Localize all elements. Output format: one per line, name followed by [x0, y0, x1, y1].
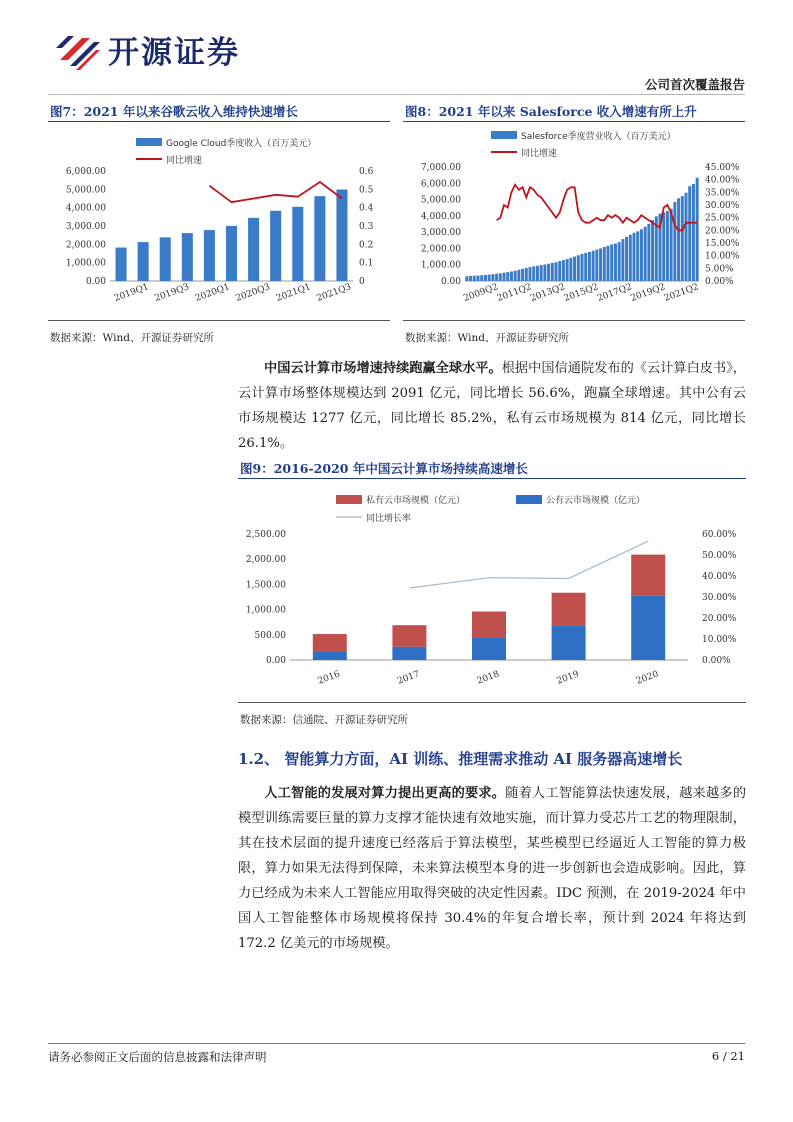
bar-36: [599, 248, 602, 281]
figure9-bottom-rule: [238, 702, 746, 703]
bar-35: [595, 250, 598, 281]
legend-label-private: 私有云市场规模（亿元）: [366, 496, 466, 506]
y-right-tick-label: 0.00%: [702, 656, 731, 666]
bar-46: [636, 231, 639, 281]
bar-44: [629, 235, 632, 281]
bar-6: [248, 218, 259, 281]
x-tick-label: 2021Q1: [274, 282, 313, 304]
bar-22: [547, 264, 550, 281]
y-left-tick-label: 0.00: [440, 277, 461, 287]
y-left-tick-label: 3,000.00: [420, 228, 461, 239]
paragraph-ai-compute-body: 随着人工智能算法快速发展，越来越多的模型训练需要巨量的算力支撑才能快速有效地实施，而计算力受芯片工艺的物理限制，其在技术层面的提升速度已经落后于算法模型，某些模型已经逼近人工智能的算力极限，算力如果无法得到保障，未来算法模型本身的进一步创新也会造成影响。因此，算力已经成为未来人工智能应用取得突破的决定性因素。IDC 预测，在 2019-2024 年中国人工智能整体市场规模将保持 30.4%的年复合增长率，预计到 2024 年将达到 172.2 亿美元的市场规模。: [238, 786, 747, 951]
bar-8: [495, 274, 498, 281]
bar-9: [314, 196, 325, 281]
figure8-title-rule: [403, 121, 745, 122]
bar-14: [517, 270, 520, 281]
bar-10: [336, 190, 347, 281]
figure9-source: 数据来源：信通院、开源证券研究所: [240, 714, 408, 726]
bar-21: [543, 265, 546, 281]
legend-swatch-bars: [491, 131, 517, 139]
legend-label-growth: 同比增长率: [366, 514, 412, 524]
y-right-tick-label: 50.00%: [702, 551, 737, 561]
legend-label-line: 同比增速: [521, 149, 558, 159]
y-left-tick-label: 500.00: [254, 630, 286, 641]
bar-15: [521, 269, 524, 281]
paragraph-cloud-market-lead: 中国云计算市场增速持续跑赢全球水平。: [264, 361, 502, 376]
bar-4: [480, 275, 483, 281]
bar-12: [510, 271, 513, 281]
bar-1: [469, 276, 472, 281]
x-tick-label: 2018: [475, 669, 501, 687]
x-tick-label: 2020Q3: [234, 282, 272, 304]
legend-swatch-private: [336, 495, 362, 504]
y-left-tick-label: 1,000.00: [245, 605, 286, 616]
bar-private-2019: [552, 593, 586, 626]
legend-label-bars: Google Cloud季度收入（百万美元）: [166, 139, 317, 149]
page-number: 6 / 21: [711, 1049, 745, 1063]
bar-29: [573, 257, 576, 281]
bar-49: [647, 224, 650, 281]
bar-5: [484, 275, 487, 281]
bar-59: [685, 193, 688, 281]
figure7-title-rule: [48, 121, 390, 122]
bar-55: [670, 209, 673, 281]
y-right-tick-label: 0: [359, 277, 365, 287]
bar-18: [532, 266, 535, 281]
bar-public-2019: [552, 625, 586, 660]
x-tick-label: 2019: [555, 669, 581, 687]
bar-56: [673, 202, 676, 281]
y-left-tick-label: 3,000.00: [65, 222, 106, 232]
y-left-tick-label: 1,000.00: [65, 258, 106, 269]
bar-0: [465, 276, 468, 281]
company-name: 开源证券: [108, 35, 240, 71]
bar-7: [270, 211, 281, 281]
bar-19: [536, 266, 539, 281]
y-right-tick-label: 25.00%: [705, 213, 740, 224]
bar-61: [692, 184, 695, 281]
y-right-tick-label: 0.2: [359, 240, 374, 251]
bar-public-2016: [313, 651, 347, 660]
paragraph-cloud-market: [238, 356, 746, 456]
bar-27: [566, 259, 569, 281]
bar-17: [529, 267, 532, 281]
figure8-title: 图8：2021 年以来 Salesforce 收入增速有所上升: [405, 104, 697, 119]
y-left-tick-label: 0.00: [265, 656, 286, 666]
x-tick-label: 2021Q3: [315, 282, 353, 304]
bar-32: [584, 253, 587, 281]
bar-26: [562, 260, 565, 281]
bar-8: [292, 207, 303, 281]
footer-divider: [48, 1043, 745, 1044]
bar-60: [688, 186, 691, 281]
company-logo: [52, 26, 104, 74]
bar-11: [506, 272, 509, 281]
salesforce-chart: [403, 125, 748, 320]
bar-33: [588, 252, 591, 281]
figure7-source: 数据来源：Wind、开源证券研究所: [50, 332, 214, 344]
y-right-tick-label: 0.4: [359, 203, 374, 214]
figure9-title: 图9：2016-2020 年中国云计算市场持续高速增长: [240, 461, 528, 476]
bar-48: [644, 227, 647, 281]
paragraph-ai-compute-lead: 人工智能的发展对算力提出更高的要求。: [264, 786, 506, 801]
bar-43: [625, 237, 628, 281]
china-cloud-chart: [238, 482, 748, 700]
y-left-tick-label: 5,000.00: [420, 195, 461, 206]
bar-54: [666, 211, 669, 281]
y-right-tick-label: 40.00%: [702, 572, 737, 582]
bar-10: [503, 273, 506, 281]
bar-50: [651, 220, 654, 281]
figure8-bottom-rule: [403, 320, 745, 321]
x-tick-label: 2020: [635, 669, 660, 687]
bar-private-2017: [392, 625, 426, 647]
bar-31: [581, 254, 584, 281]
bar-2: [160, 237, 171, 281]
legend-label-public: 公有云市场规模（亿元）: [546, 496, 646, 506]
bar-28: [569, 258, 572, 281]
bar-41: [618, 242, 621, 281]
bar-1: [138, 242, 149, 281]
bar-2: [473, 276, 476, 281]
bar-public-2020: [631, 596, 665, 660]
y-right-tick-label: 35.00%: [705, 188, 740, 199]
growth-line: [409, 541, 648, 588]
bar-private-2020: [631, 555, 665, 596]
x-tick-label: 2017Q2: [596, 282, 634, 304]
bar-37: [603, 247, 606, 281]
figure7-title: 图7：2021 年以来谷歌云收入维持快速增长: [50, 104, 298, 119]
bar-private-2016: [313, 634, 347, 651]
y-right-tick-label: 10.00%: [705, 251, 740, 262]
bar-public-2018: [472, 638, 506, 660]
x-tick-label: 2019Q2: [629, 282, 667, 304]
y-left-tick-label: 1,500.00: [245, 580, 286, 591]
paragraph-ai-compute: [238, 781, 746, 956]
bar-53: [662, 212, 665, 281]
y-right-tick-label: 0.6: [359, 167, 374, 177]
bar-7: [491, 274, 494, 281]
y-right-tick-label: 0.00%: [705, 277, 734, 287]
y-right-tick-label: 15.00%: [705, 239, 740, 249]
bar-24: [555, 262, 558, 281]
x-tick-label: 2020Q1: [193, 282, 232, 304]
bar-20: [540, 265, 543, 281]
y-left-tick-label: 2,500.00: [245, 530, 286, 540]
y-left-tick-label: 5,000.00: [65, 185, 106, 196]
legend-label-bars: Salesforce季度营业收入（百万美元）: [521, 132, 676, 142]
x-tick-label: 2015Q2: [562, 282, 600, 304]
bar-38: [607, 246, 610, 281]
bar-45: [633, 233, 636, 281]
footer-disclaimer: 请务必参阅正文后面的信息披露和法律声明: [48, 1050, 267, 1064]
x-tick-label: 2016: [316, 669, 342, 687]
y-right-tick-label: 20.00%: [702, 614, 737, 624]
legend-label-line: 同比增速: [166, 156, 203, 166]
bar-58: [681, 196, 684, 281]
bar-public-2017: [392, 647, 426, 660]
y-left-tick-label: 4,000.00: [420, 211, 461, 222]
bar-25: [558, 261, 561, 281]
y-right-tick-label: 10.00%: [702, 635, 737, 645]
section-title: 1.2、 智能算力方面，AI 训练、推理需求推动 AI 服务器高速增长: [238, 750, 683, 768]
legend-swatch-bars: [136, 138, 162, 146]
bar-5: [226, 226, 237, 281]
figure8-source: 数据来源：Wind、开源证券研究所: [405, 332, 569, 344]
report-type: 公司首次覆盖报告: [644, 77, 745, 92]
y-right-tick-label: 30.00%: [702, 593, 737, 603]
x-tick-label: 2013Q2: [529, 282, 567, 304]
y-right-tick-label: 40.00%: [705, 175, 740, 186]
bar-30: [577, 255, 580, 281]
paragraph-cloud-market-body: 根据中国信通院发布的《云计算白皮书》，云计算市场整体规模达到 2091 亿元，同比增长 56.6%，跑赢全球增速。其中公有云市场规模达 1277 亿元，同比增长 85.2%，私有云市场规模为 814 亿元，同比增长 26.1%。: [238, 361, 746, 451]
x-tick-label: 2009Q2: [462, 282, 500, 304]
y-right-tick-label: 45.00%: [705, 163, 740, 173]
x-tick-label: 2019Q1: [112, 282, 151, 304]
y-right-tick-label: 0.1: [359, 258, 374, 269]
y-left-tick-label: 7,000.00: [420, 163, 461, 173]
x-tick-label: 2011Q2: [495, 282, 534, 304]
bar-57: [677, 198, 680, 281]
y-right-tick-label: 0.5: [359, 185, 374, 196]
y-left-tick-label: 0.00: [85, 277, 106, 287]
bar-62: [696, 178, 699, 281]
bar-23: [551, 263, 554, 281]
bar-47: [640, 229, 643, 281]
bar-34: [592, 251, 595, 281]
bar-3: [182, 233, 193, 281]
bar-42: [621, 239, 624, 281]
bar-39: [610, 244, 613, 281]
y-left-tick-label: 2,000.00: [420, 244, 461, 255]
bar-40: [614, 244, 617, 281]
y-right-tick-label: 60.00%: [702, 530, 737, 540]
google-cloud-chart: [48, 125, 393, 320]
bar-0: [116, 248, 127, 281]
bar-private-2018: [472, 612, 506, 638]
x-tick-label: 2021Q2: [662, 282, 701, 304]
x-tick-label: 2019Q3: [153, 282, 191, 304]
figure9-title-rule: [238, 478, 746, 479]
bar-9: [499, 273, 502, 281]
y-left-tick-label: 4,000.00: [65, 203, 106, 214]
y-left-tick-label: 6,000.00: [65, 167, 106, 177]
y-left-tick-label: 1,000.00: [420, 260, 461, 271]
y-left-tick-label: 2,000.00: [245, 555, 286, 566]
y-left-tick-label: 6,000.00: [420, 179, 461, 190]
bar-16: [525, 268, 528, 281]
bar-4: [204, 230, 215, 281]
x-tick-label: 2017: [396, 669, 422, 687]
y-left-tick-label: 2,000.00: [65, 240, 106, 251]
bar-3: [477, 275, 480, 281]
y-right-tick-label: 30.00%: [705, 201, 740, 211]
header-divider: [48, 94, 745, 95]
y-right-tick-label: 20.00%: [705, 226, 740, 237]
bar-6: [488, 275, 491, 281]
y-right-tick-label: 0.3: [359, 222, 374, 232]
figure7-bottom-rule: [48, 320, 390, 321]
bar-13: [514, 271, 517, 281]
logo-mark-icon: [52, 26, 104, 74]
legend-swatch-public: [516, 495, 542, 504]
y-right-tick-label: 5.00%: [705, 264, 734, 275]
